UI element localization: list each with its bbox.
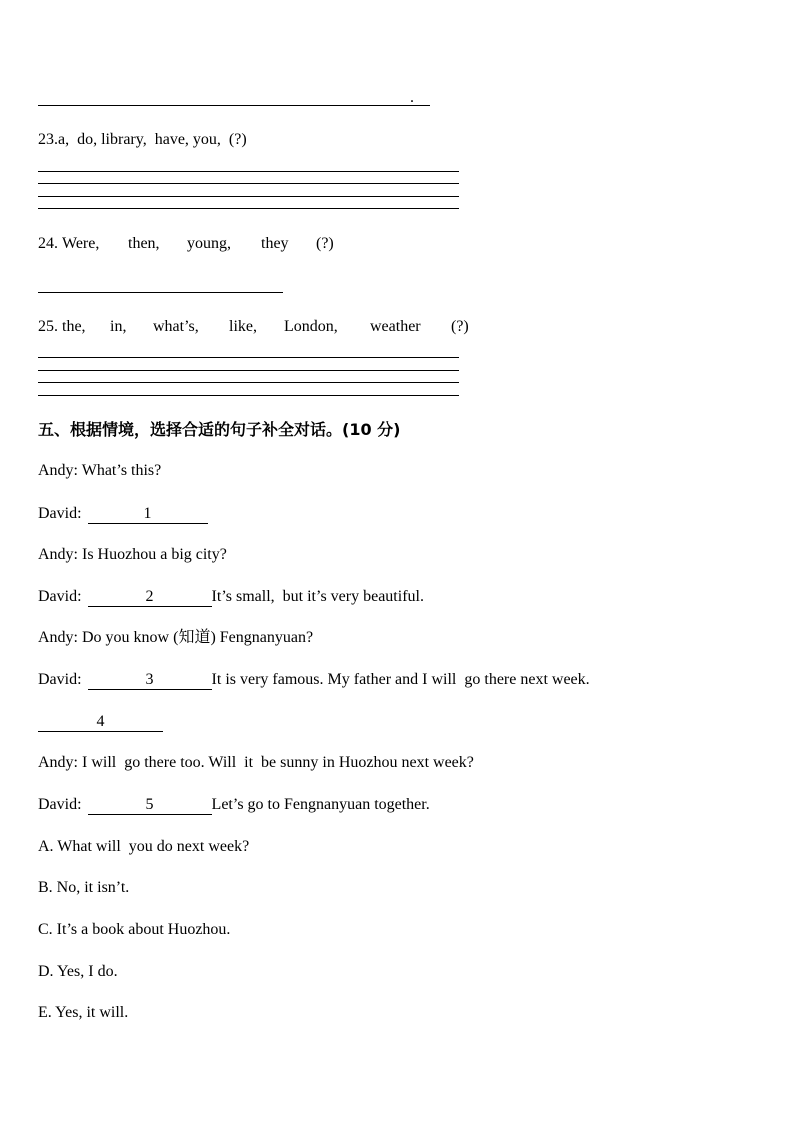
speaker: David: — [38, 671, 82, 688]
question-word: Were, — [62, 235, 100, 252]
answer-line — [38, 292, 283, 293]
dialogue-text: Is Huozhou a big city? — [82, 546, 227, 563]
question-number: 23. — [38, 131, 58, 148]
question-23 — [38, 130, 247, 150]
period-mark: . — [410, 89, 414, 106]
dialogue-line — [38, 504, 208, 524]
dialogue-text: Do you know (知道) Fengnanyuan? — [82, 629, 314, 646]
question-word: then, — [128, 235, 160, 252]
question-number: 24. — [38, 235, 58, 252]
answer-line — [38, 171, 459, 172]
option-d: D. Yes, I do. — [38, 963, 118, 980]
question-word: they — [261, 235, 289, 252]
question-word: what’s, — [153, 318, 199, 335]
answer-blank[interactable]: 4 — [38, 713, 163, 732]
dialogue-text: I will go there too. Will it be sunny in Huozhou next week? — [82, 754, 474, 771]
answer-line-top — [38, 105, 430, 106]
speaker: David: — [38, 588, 82, 605]
option-b: B. No, it isn’t. — [38, 879, 130, 896]
dialogue-line — [38, 628, 313, 648]
answer-blank[interactable]: 5 — [88, 796, 212, 815]
dialogue-line — [38, 670, 590, 690]
dialogue-line — [38, 545, 227, 565]
answer-line — [38, 196, 459, 197]
answer-blank[interactable]: 1 — [88, 505, 208, 524]
speaker: David: — [38, 505, 82, 522]
question-word: (?) — [316, 235, 334, 252]
dialogue-text: Let’s go to Fengnanyuan together. — [211, 796, 430, 813]
option-c: C. It’s a book about Huozhou. — [38, 921, 231, 938]
question-word: (?) — [451, 318, 469, 335]
answer-line — [38, 183, 459, 184]
dialogue-line — [38, 461, 161, 481]
dialogue-text: It’s small, but it’s very beautiful. — [211, 588, 424, 605]
question-number: 25. — [38, 318, 58, 335]
option-e: E. Yes, it will. — [38, 1004, 129, 1021]
question-word: London, — [284, 318, 338, 335]
section-heading: 五、根据情境，选择合适的句子补全对话。(10 分) — [38, 420, 401, 439]
dialogue-line — [38, 587, 424, 607]
question-words: a, do, library, have, you, (?) — [58, 131, 247, 148]
question-word: weather — [370, 318, 421, 335]
speaker: Andy: — [38, 462, 78, 479]
question-word: the, — [62, 318, 86, 335]
answer-line — [38, 382, 459, 383]
question-word: young, — [187, 235, 231, 252]
option-a: A. What will you do next week? — [38, 838, 250, 855]
speaker: David: — [38, 796, 82, 813]
answer-line — [38, 370, 459, 371]
answer-blank[interactable]: 3 — [88, 671, 212, 690]
speaker: Andy: — [38, 754, 78, 771]
dialogue-text: It is very famous. My father and I will go there next week. — [211, 671, 590, 688]
dialogue-line — [38, 795, 430, 815]
answer-blank[interactable]: 2 — [88, 588, 212, 607]
question-word: like, — [229, 318, 257, 335]
dialogue-line — [38, 753, 474, 773]
answer-line — [38, 395, 459, 396]
answer-line — [38, 208, 459, 209]
speaker: Andy: — [38, 546, 78, 563]
question-word: in, — [110, 318, 127, 335]
dialogue-line — [38, 712, 163, 732]
speaker: Andy: — [38, 629, 78, 646]
answer-line — [38, 357, 459, 358]
dialogue-text: What’s this? — [81, 462, 162, 479]
